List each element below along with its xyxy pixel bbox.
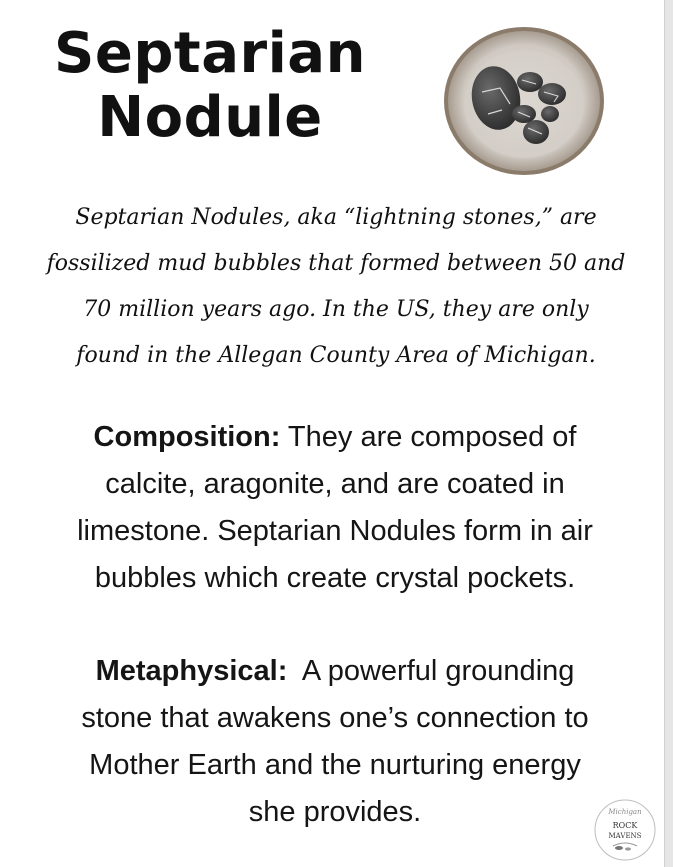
composition-text: They are composed of	[280, 421, 577, 453]
intro-paragraph	[10, 195, 662, 379]
septarian-nodules-photo	[440, 22, 608, 178]
logo-script-text: Michigan	[608, 808, 642, 816]
metaphysical-line: Mother Earth and the nurturing energy	[89, 749, 581, 781]
title-line-1: Septarian	[54, 21, 366, 86]
intro-line: found in the Allegan County Area of Michigan.	[76, 343, 596, 368]
metaphysical-line: she provides.	[248, 796, 422, 828]
title-line-2: Nodule	[97, 85, 323, 150]
composition-line: calcite, aragonite, and are coated in	[105, 468, 565, 500]
page-title	[0, 22, 420, 150]
bowl-of-stones-image	[440, 22, 608, 178]
intro-line: Septarian Nodules, aka “lightning stones,” are	[75, 205, 597, 230]
metaphysical-section	[20, 648, 650, 836]
composition-heading: Composition:	[93, 421, 281, 453]
logo-line-1: ROCK	[612, 821, 638, 830]
rock-mavens-logo	[593, 798, 657, 862]
composition-line	[20, 414, 650, 461]
metaphysical-text: A powerful grounding	[287, 655, 575, 687]
intro-line: fossilized mud bubbles that formed between 50 and	[46, 251, 626, 276]
rock-mavens-logo-icon	[593, 798, 657, 862]
page-edge	[664, 0, 673, 867]
composition-section	[20, 414, 650, 602]
intro-line: 70 million years ago. In the US, they are only	[83, 297, 589, 322]
composition-line: limestone. Septarian Nodules form in air	[77, 515, 593, 547]
metaphysical-line: stone that awakens one’s connection to	[81, 702, 589, 734]
logo-line-2: MAVENS	[608, 832, 642, 840]
composition-line: bubbles which create crystal pockets.	[94, 562, 576, 594]
metaphysical-heading: Metaphysical:	[95, 655, 288, 687]
metaphysical-line	[20, 648, 650, 695]
